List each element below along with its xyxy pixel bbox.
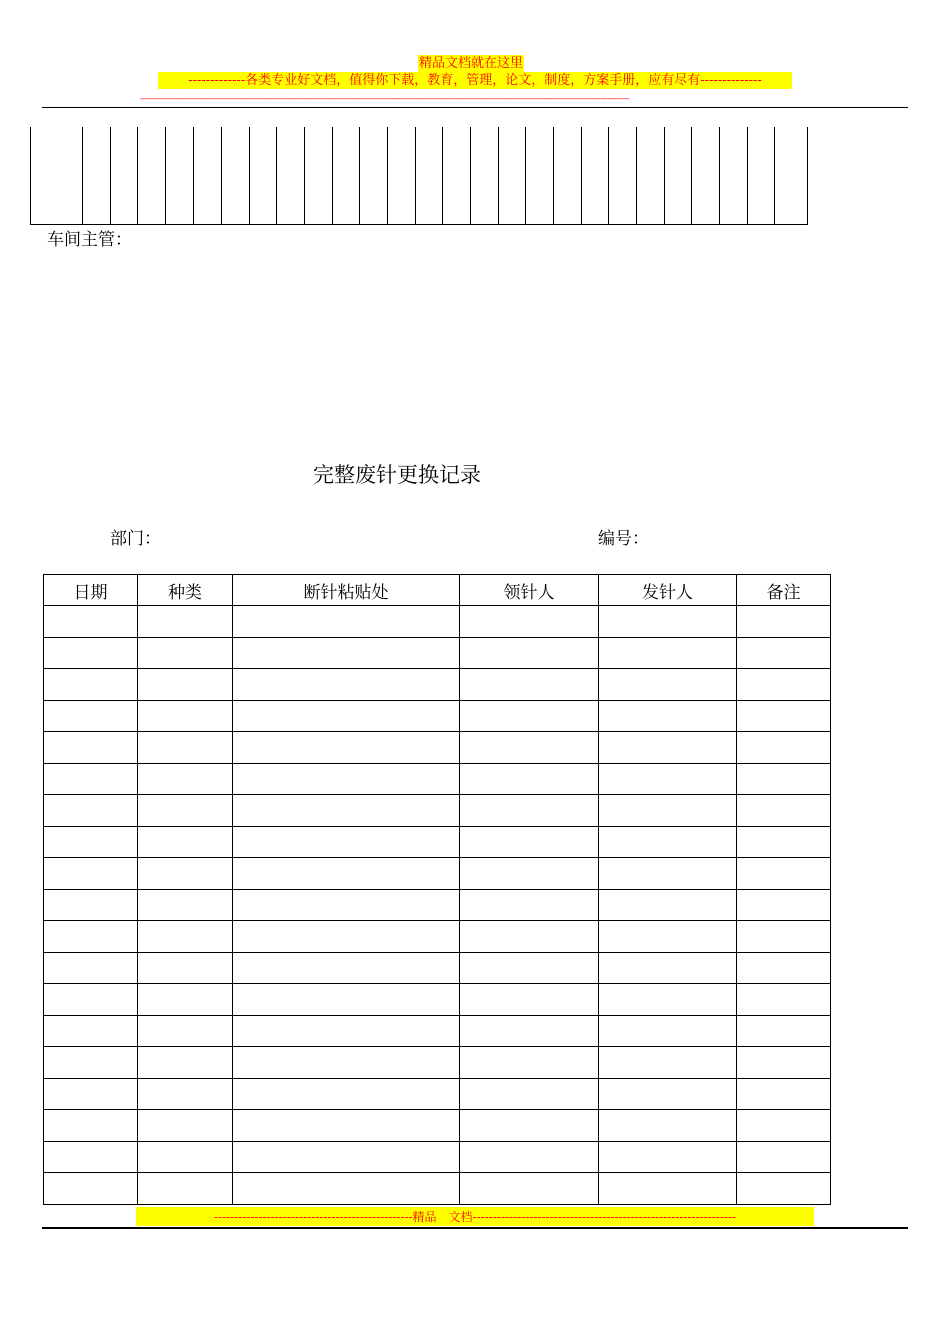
table-cell[interactable] — [233, 1015, 460, 1047]
table-cell[interactable] — [599, 795, 737, 827]
table-row — [44, 795, 831, 827]
table-cell[interactable] — [737, 1141, 831, 1173]
table-cell[interactable] — [138, 826, 233, 858]
table-cell[interactable] — [44, 1078, 138, 1110]
grid-cell — [637, 127, 665, 225]
table-cell[interactable] — [138, 606, 233, 638]
table-header-row — [44, 575, 831, 606]
table-cell[interactable] — [737, 1078, 831, 1110]
table-cell[interactable] — [44, 921, 138, 953]
column-header-remarks: 备注 — [737, 575, 831, 606]
table-cell[interactable] — [737, 952, 831, 984]
table-cell[interactable] — [138, 669, 233, 701]
table-cell[interactable] — [460, 858, 599, 890]
grid-cell — [359, 127, 387, 225]
needle-record-table — [43, 574, 831, 1205]
table-cell[interactable] — [599, 1078, 737, 1110]
table-cell[interactable] — [460, 700, 599, 732]
table-row — [44, 1141, 831, 1173]
grid-cell — [166, 127, 194, 225]
table-cell[interactable] — [599, 669, 737, 701]
grid-cell — [442, 127, 470, 225]
footer-highlight — [136, 1207, 814, 1226]
table-cell[interactable] — [599, 637, 737, 669]
table-row — [44, 1110, 831, 1142]
table-row — [44, 889, 831, 921]
table-cell[interactable] — [44, 1047, 138, 1079]
table-cell[interactable] — [138, 700, 233, 732]
table-cell[interactable] — [460, 1173, 599, 1205]
table-row — [44, 669, 831, 701]
form-title: 完整废针更换记录 — [313, 463, 481, 487]
table-row — [44, 826, 831, 858]
grid-cell — [748, 127, 775, 225]
table-cell[interactable] — [233, 606, 460, 638]
table-cell[interactable] — [233, 858, 460, 890]
table-cell[interactable] — [737, 606, 831, 638]
table-cell[interactable] — [599, 1015, 737, 1047]
table-cell[interactable] — [233, 763, 460, 795]
table-cell[interactable] — [44, 1141, 138, 1173]
header-rule — [42, 107, 908, 108]
table-cell[interactable] — [138, 1141, 233, 1173]
table-cell[interactable] — [599, 732, 737, 764]
table-row — [44, 858, 831, 890]
table-cell[interactable] — [737, 669, 831, 701]
table-cell[interactable] — [233, 732, 460, 764]
table-body — [44, 606, 831, 1205]
grid-cell — [276, 127, 304, 225]
table-row — [44, 637, 831, 669]
table-cell[interactable] — [44, 889, 138, 921]
table-cell[interactable] — [737, 984, 831, 1016]
table-cell[interactable] — [460, 1047, 599, 1079]
table-row — [44, 732, 831, 764]
table-cell[interactable] — [737, 763, 831, 795]
table-cell[interactable] — [233, 795, 460, 827]
table-cell[interactable] — [737, 637, 831, 669]
table-cell[interactable] — [138, 637, 233, 669]
table-cell[interactable] — [233, 889, 460, 921]
table-cell[interactable] — [460, 1110, 599, 1142]
grid-cell — [304, 127, 332, 225]
number-label: 编号： — [598, 529, 649, 549]
table-cell[interactable] — [233, 1110, 460, 1142]
column-header-date: 日期 — [44, 575, 138, 606]
table-cell[interactable] — [44, 826, 138, 858]
table-cell[interactable] — [460, 1015, 599, 1047]
table-cell[interactable] — [460, 732, 599, 764]
table-cell[interactable] — [737, 921, 831, 953]
table-cell[interactable] — [460, 921, 599, 953]
table-cell[interactable] — [737, 858, 831, 890]
table-cell[interactable] — [233, 700, 460, 732]
table-cell[interactable] — [138, 1078, 233, 1110]
table-cell[interactable] — [737, 1110, 831, 1142]
grid-cell — [609, 127, 637, 225]
table-cell[interactable] — [460, 952, 599, 984]
table-cell[interactable] — [599, 1047, 737, 1079]
table-cell[interactable] — [44, 795, 138, 827]
table-cell[interactable] — [599, 1110, 737, 1142]
table-row — [44, 984, 831, 1016]
table-cell[interactable] — [460, 795, 599, 827]
table-cell[interactable] — [737, 700, 831, 732]
table-cell[interactable] — [737, 732, 831, 764]
table-cell[interactable] — [460, 669, 599, 701]
table-cell[interactable] — [460, 1078, 599, 1110]
grid-cell — [665, 127, 692, 225]
grid-cell — [775, 127, 808, 225]
grid-cell — [415, 127, 442, 225]
grid-cell — [249, 127, 276, 225]
table-cell[interactable] — [44, 669, 138, 701]
department-label: 部门： — [110, 529, 161, 549]
top-grid-table — [30, 127, 808, 225]
table-cell[interactable] — [44, 606, 138, 638]
table-cell[interactable] — [599, 921, 737, 953]
table-cell[interactable] — [599, 858, 737, 890]
table-cell[interactable] — [233, 952, 460, 984]
table-cell[interactable] — [233, 669, 460, 701]
table-cell[interactable] — [599, 763, 737, 795]
grid-cell — [692, 127, 720, 225]
table-cell[interactable] — [233, 1173, 460, 1205]
table-cell[interactable] — [138, 763, 233, 795]
table-cell[interactable] — [44, 984, 138, 1016]
column-header-broken-needle-paste: 断针粘贴处 — [233, 575, 460, 606]
table-cell[interactable] — [138, 921, 233, 953]
table-cell[interactable] — [233, 1141, 460, 1173]
table-cell[interactable] — [599, 826, 737, 858]
column-header-issuer: 发针人 — [599, 575, 737, 606]
table-cell[interactable] — [599, 606, 737, 638]
table-cell[interactable] — [44, 1173, 138, 1205]
table-row — [44, 1015, 831, 1047]
table-cell[interactable] — [737, 826, 831, 858]
table-cell[interactable] — [460, 1141, 599, 1173]
table-cell[interactable] — [138, 1173, 233, 1205]
table-row — [44, 921, 831, 953]
grid-cell — [470, 127, 498, 225]
table-cell[interactable] — [44, 700, 138, 732]
table-cell[interactable] — [138, 858, 233, 890]
table-cell[interactable] — [233, 637, 460, 669]
grid-cell — [387, 127, 415, 225]
table-cell[interactable] — [599, 952, 737, 984]
grid-cell — [83, 127, 111, 225]
table-row — [44, 1078, 831, 1110]
table-cell[interactable] — [599, 1141, 737, 1173]
column-header-type: 种类 — [138, 575, 233, 606]
grid-cell — [332, 127, 359, 225]
table-cell[interactable] — [138, 984, 233, 1016]
grid-cell — [194, 127, 221, 225]
table-cell[interactable] — [460, 889, 599, 921]
table-cell[interactable] — [138, 889, 233, 921]
table-row — [44, 763, 831, 795]
table-cell[interactable] — [233, 984, 460, 1016]
table-cell[interactable] — [599, 1173, 737, 1205]
table-cell[interactable] — [599, 700, 737, 732]
table-cell[interactable] — [138, 952, 233, 984]
table-cell[interactable] — [460, 606, 599, 638]
grid-cell — [31, 127, 83, 225]
table-cell[interactable] — [460, 763, 599, 795]
table-cell[interactable] — [737, 1047, 831, 1079]
grid-cell — [221, 127, 249, 225]
grid-cell — [138, 127, 166, 225]
table-cell[interactable] — [737, 795, 831, 827]
table-cell[interactable] — [44, 732, 138, 764]
grid-cell — [553, 127, 581, 225]
table-cell[interactable] — [138, 732, 233, 764]
header-tagline: -------------各类专业好文档，值得你下载，教育，管理，论文，制度，方案手册，应有尽有-------------- — [158, 72, 792, 89]
table-cell[interactable] — [737, 1173, 831, 1205]
table-cell[interactable] — [44, 858, 138, 890]
top-grid-row — [31, 127, 808, 225]
footer-rule — [42, 1227, 908, 1229]
table-cell[interactable] — [233, 1078, 460, 1110]
table-cell[interactable] — [233, 921, 460, 953]
table-cell[interactable] — [44, 1015, 138, 1047]
table-cell[interactable] — [138, 1015, 233, 1047]
column-header-receiver: 领针人 — [460, 575, 599, 606]
grid-cell — [525, 127, 553, 225]
table-cell[interactable] — [138, 795, 233, 827]
grid-cell — [720, 127, 748, 225]
table-row — [44, 606, 831, 638]
table-row — [44, 1047, 831, 1079]
footer-text: -------------------------------------------------精品 文档----------------------------------------------------------------- — [213, 1210, 737, 1224]
header-dash-line: ------------------------------------------------------------------------------------------------------------------------------------------------------------------------------------------------------------------------------ — [140, 94, 630, 103]
table-cell[interactable] — [44, 952, 138, 984]
table-cell[interactable] — [460, 637, 599, 669]
table-cell[interactable] — [44, 763, 138, 795]
grid-cell — [498, 127, 525, 225]
grid-cell — [111, 127, 138, 225]
table-row — [44, 1173, 831, 1205]
table-cell[interactable] — [737, 889, 831, 921]
grid-cell — [581, 127, 608, 225]
table-cell[interactable] — [138, 1110, 233, 1142]
header-title: 精品文档就在这里 — [419, 56, 524, 71]
table-cell[interactable] — [44, 1110, 138, 1142]
supervisor-label: 车间主管： — [47, 230, 132, 250]
table-cell[interactable] — [138, 1047, 233, 1079]
table-cell[interactable] — [599, 984, 737, 1016]
table-cell[interactable] — [44, 637, 138, 669]
table-cell[interactable] — [599, 889, 737, 921]
table-row — [44, 952, 831, 984]
table-row — [44, 700, 831, 732]
table-cell[interactable] — [233, 826, 460, 858]
table-cell[interactable] — [233, 1047, 460, 1079]
table-cell[interactable] — [737, 1015, 831, 1047]
table-cell[interactable] — [460, 826, 599, 858]
table-cell[interactable] — [460, 984, 599, 1016]
